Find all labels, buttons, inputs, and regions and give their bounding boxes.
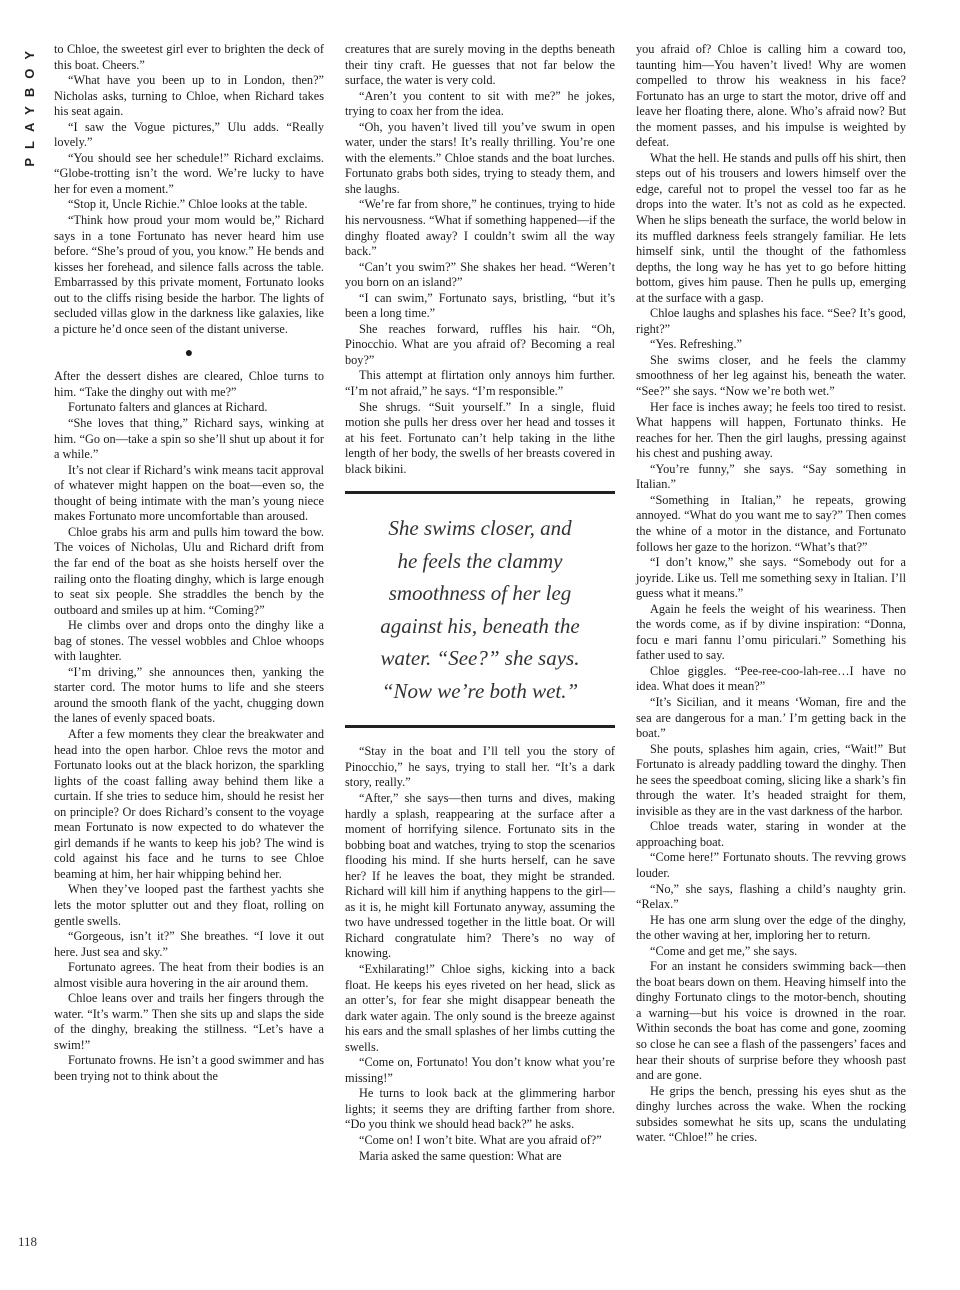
paragraph: “Something in Italian,” he repeats, growing annoyed. “What do you want me to say?” Then comes the whine of a motor in the distance, and Fortunato follows her gaze to the horizon. “What’s that?” bbox=[636, 492, 906, 554]
paragraph: “Stop it, Uncle Richie.” Chloe looks at the table. bbox=[68, 197, 308, 212]
paragraph: Again he feels the weight of his weariness. Then the words come, as if by divine inspiration: “Donna, focu e mari fannu l’omu piriculari.” Something his father used to say. bbox=[636, 601, 906, 663]
paragraph: Fortunato falters and glances at Richard. bbox=[68, 400, 268, 415]
paragraph: She shrugs. “Suit yourself.” In a single, fluid motion she pulls her dress over her head and tosses it at his feet. Fortunato can’t help taking in the lithe length of her body, the swells of her breasts covered in black bikini. bbox=[345, 399, 615, 476]
paragraph: you afraid of? Chloe is calling him a coward too, taunting him—You haven’t lived! Why are women compelled to throw his weakness in his face? Fortunato has an urge to start the motor, drive off and leave her floating there, alone. Who’s afraid now? But the moment passes, and his impulse is weighted by defeat. bbox=[636, 42, 906, 150]
paragraph: “You should see her schedule!” Richard exclaims. “Globe-trotting isn’t the word. We’re lucky to have her for even a moment.” bbox=[54, 150, 324, 196]
page-number: 118 bbox=[18, 1234, 38, 1249]
paragraph: He grips the bench, pressing his eyes shut as the dinghy lurches across the wake. When the rocking subsides somewhat he sits up, scans the undulating water. “Chloe!” he cries. bbox=[636, 1083, 906, 1145]
paragraph: Chloe leans over and trails her fingers through the water. “It’s warm.” Then she sits up and slaps the side of the dinghy, breaking the stillness. “Let’s have a swim!” bbox=[54, 991, 324, 1052]
paragraph: “Come on! I won’t bite. What are you afraid of?” bbox=[359, 1132, 602, 1147]
paragraph: “It’s Sicilian, and it means ‘Woman, fire and the sea are dangerous for a man.’ I’m getting back in the boat.” bbox=[636, 694, 906, 741]
paragraph: “You’re funny,” she says. “Say something in Italian.” bbox=[636, 461, 906, 492]
paragraph: It’s not clear if Richard’s wink means tacit approval of whatever might happen on the boat—even so, the thought of being intimate with the man’s young niece makes Fortunato more uncomfortable than aroused. bbox=[54, 462, 324, 524]
pull-quote-line: water. “See?” she says. bbox=[380, 646, 580, 671]
column-2 bbox=[345, 42, 615, 1164]
pull-quote bbox=[345, 491, 615, 728]
paragraph: “I can swim,” Fortunato says, bristling, “but it’s been a long time.” bbox=[345, 290, 615, 321]
pull-quote-line: against his, beneath the bbox=[380, 613, 580, 638]
column-1 bbox=[54, 42, 324, 1085]
paragraph: “Come on, Fortunato! You don’t know what you’re missing!” bbox=[345, 1055, 615, 1085]
paragraph: “Oh, you haven’t lived till you’ve swum in open water, under the stars! It’s really thrilling. You’re one with the elements.” Chloe stands and the boat lurches. Fortunato grabs both sides, trying to steady them, and she laughs. bbox=[345, 119, 615, 196]
paragraph: “Can’t you swim?” She shakes her head. “Weren’t you born on an island?” bbox=[345, 259, 615, 290]
paragraph: For an instant he considers swimming back—then the boat bears down on them. Heaving himself into the dinghy Fortunato clings to the motor-bench, shouting a warning—but his voice is drowned in the roar. Within seconds the boat has come and gone, zooming so close he can see a flash of the passengers’ faces and hear their shouts of surprise before they whoosh past and are gone. bbox=[636, 959, 906, 1083]
paragraph: Chloe giggles. “Pee-ree-coo-lah-ree…I have no idea. What does it mean?” bbox=[636, 663, 906, 694]
paragraph: “I’m driving,” she announces then, yanking the starter cord. The motor hums to life and she steers around the smooth flank of the yacht, chugging down the lanes of evenly spaced boats. bbox=[54, 664, 324, 726]
paragraph: “I saw the Vogue pictures,” Ulu adds. “Really lovely.” bbox=[54, 119, 324, 150]
paragraph: After the dessert dishes are cleared, Chloe turns to him. “Take the dinghy out with me?” bbox=[54, 369, 324, 399]
paragraph: creatures that are surely moving in the depths beneath their tiny craft. He guesses that not far below the surface, the water is very cold. bbox=[345, 42, 615, 88]
paragraph: She reaches forward, ruffles his hair. “Oh, Pinocchio. What are you afraid of? Becoming a real boy?” bbox=[345, 321, 615, 367]
pull-quote-line: smoothness of her leg bbox=[388, 581, 572, 606]
paragraph: “Aren’t you content to sit with me?” he jokes, trying to coax her from the idea. bbox=[345, 88, 615, 119]
magazine-name: PLAYBOY bbox=[22, 42, 37, 167]
paragraph: “Yes. Refreshing.” bbox=[650, 337, 742, 352]
pull-quote-line: “Now we’re both wet.” bbox=[381, 678, 579, 703]
paragraph: Chloe grabs his arm and pulls him toward the bow. The voices of Nicholas, Ulu and Richard drift from the far end of the boat as she hoists herself over the railing onto the floating dinghy, which is large enough to seat six people. She straddles the bench by the outboard and smiles up at him. “Coming?” bbox=[54, 524, 324, 617]
pull-quote-line: he feels the clammy bbox=[397, 548, 563, 573]
paragraph: She swims closer, and he feels the clammy smoothness of her leg against his, beneath the water. “See?” she says. “Now we’re both wet.” bbox=[636, 352, 906, 399]
column-3 bbox=[636, 42, 906, 1146]
paragraph: Her face is inches away; he feels too tired to resist. What happens will happen, Fortunato thinks. He reaches for her. Then the girl laughs, pressing against his chest and pushing away. bbox=[636, 399, 906, 461]
paragraph: He has one arm slung over the edge of the dinghy, the other waving at her, imploring her to return. bbox=[636, 912, 906, 943]
paragraph: “Stay in the boat and I’ll tell you the story of Pinocchio,” he says, trying to stall her. “It’s a dark story, really.” bbox=[345, 744, 615, 790]
paragraph: “Exhilarating!” Chloe sighs, kicking into a back float. He keeps his eyes riveted on her head, slick as an otter’s, for fear she might disappear beneath the dark water again. The only sound is the breeze against his ears and the small splashes of her limbs cutting the swells. bbox=[345, 961, 615, 1054]
paragraph: “I don’t know,” she says. “Somebody out for a joyride. Like us. Tell me something sexy in Italian. I’ll guess what it means.” bbox=[636, 555, 906, 601]
paragraph: Fortunato agrees. The heat from their bodies is an almost visible aura hovering in the air around them. bbox=[54, 960, 324, 990]
paragraph: He turns to look back at the glimmering harbor lights; it seems they are drifting farther from shore. “Do you think we should head back?” he asks. bbox=[345, 1086, 615, 1132]
paragraph: This attempt at flirtation only annoys him further. “I’m not afraid,” he says. “I’m responsible.” bbox=[345, 368, 615, 399]
paragraph: “We’re far from shore,” he continues, trying to hide his nervousness. “What if something happened—if the dinghy floated away? I couldn’t swim all the way back.” bbox=[345, 197, 615, 259]
paragraph: “Come and get me,” she says. bbox=[650, 943, 798, 958]
paragraph: “Come here!” Fortunato shouts. The revving grows louder. bbox=[636, 850, 906, 880]
paragraph: “After,” she says—then turns and dives, making hardly a splash, reappearing at the surface after a moment of horrifying silence. Fortunato sits in the bobbing boat and watches, trying to stop the scenarios flooding his mind. If she hurts herself, can he save her? If he leaves the boat, they might be stranded. Richard will kill him if anything happens to the girl—as it is, he might kill Fortunato anyway, assuming the two have undressed together in the little boat. Or will Richard congratulate him? There’s no way of knowing. bbox=[345, 790, 615, 961]
pull-quote-line: She swims closer, and bbox=[388, 516, 572, 541]
paragraph: “No,” she says, flashing a child’s naughty grin. “Relax.” bbox=[636, 881, 906, 912]
paragraph: to Chloe, the sweetest girl ever to brighten the deck of this boat. Cheers.” bbox=[54, 42, 324, 72]
paragraph: Chloe laughs and splashes his face. “See? It’s good, right?” bbox=[636, 306, 906, 336]
paragraph: “She loves that thing,” Richard says, winking at him. “Go on—take a spin so she’ll shut up about it for a while.” bbox=[54, 416, 324, 462]
section-separator-bullet: ● bbox=[184, 346, 194, 362]
paragraph: Maria asked the same question: What are bbox=[359, 1148, 562, 1163]
paragraph: “Think how proud your mom would be,” Richard says in a tone Fortunato has never heard him use before. “She’s proud of you, you know.” He bends and kisses her forehead, and silence falls across the table. Embarrassed by this private moment, Fortunato looks out to the cliffs rising beside the harbor. The lights of secluded villas glow in the darkness like galaxies, like a picture he’d once seen of the distant universe. bbox=[54, 213, 324, 336]
paragraph: “What have you been up to in London, then?” Nicholas asks, turning to Chloe, when Richard takes his seat again. bbox=[54, 73, 324, 119]
paragraph: Chloe treads water, staring in wonder at the approaching boat. bbox=[636, 819, 906, 849]
paragraph: He climbs over and drops onto the dinghy like a bag of stones. The vessel wobbles and Chloe whoops with laughter. bbox=[54, 618, 324, 664]
paragraph: She pouts, splashes him again, cries, “Wait!” But Fortunato is already paddling toward the dinghy. Then he sees the speedboat coming, slicing like a shark’s fin through the water. It’s headed straight for them, invisible as they are in the vast darkness of the harbor. bbox=[636, 741, 906, 818]
paragraph: What the hell. He stands and pulls off his shirt, then steps out of his trousers and lowers himself over the edge, careful not to propel the vessel too far as he drops into the water. It’s not as cold as he expected. When he slips beneath the surface, the world below in its muffled darkness feels strangely familiar. He lets himself sink, until the thought of the fathomless depths, the long way he has yet to go before hitting bottom, gives him pause. Then he pulls up, emerging at the surface with a gasp. bbox=[636, 150, 906, 305]
paragraph: “Gorgeous, isn’t it?” She breathes. “I love it out here. Just sea and sky.” bbox=[54, 929, 324, 959]
paragraph: After a few moments they clear the breakwater and head into the open harbor. Chloe revs the motor and Fortunato looks out at the black horizon, the sparkling lights of the coast falling away behind them like a curtain. If she tries to seduce him, should he resist her on principle? Or does Richard’s consent to the voyage mean Fortunato is now expected to do whatever the girl demands if he wants to keep his job? The wind is cold against his face and he turns to see Chloe beaming at him, her hair whipping behind her. bbox=[54, 726, 324, 881]
paragraph: When they’ve looped past the farthest yachts she lets the motor splutter out and they float, rolling on gentle swells. bbox=[54, 882, 324, 928]
paragraph: Fortunato frowns. He isn’t a good swimmer and has been trying not to think about the bbox=[54, 1053, 324, 1083]
